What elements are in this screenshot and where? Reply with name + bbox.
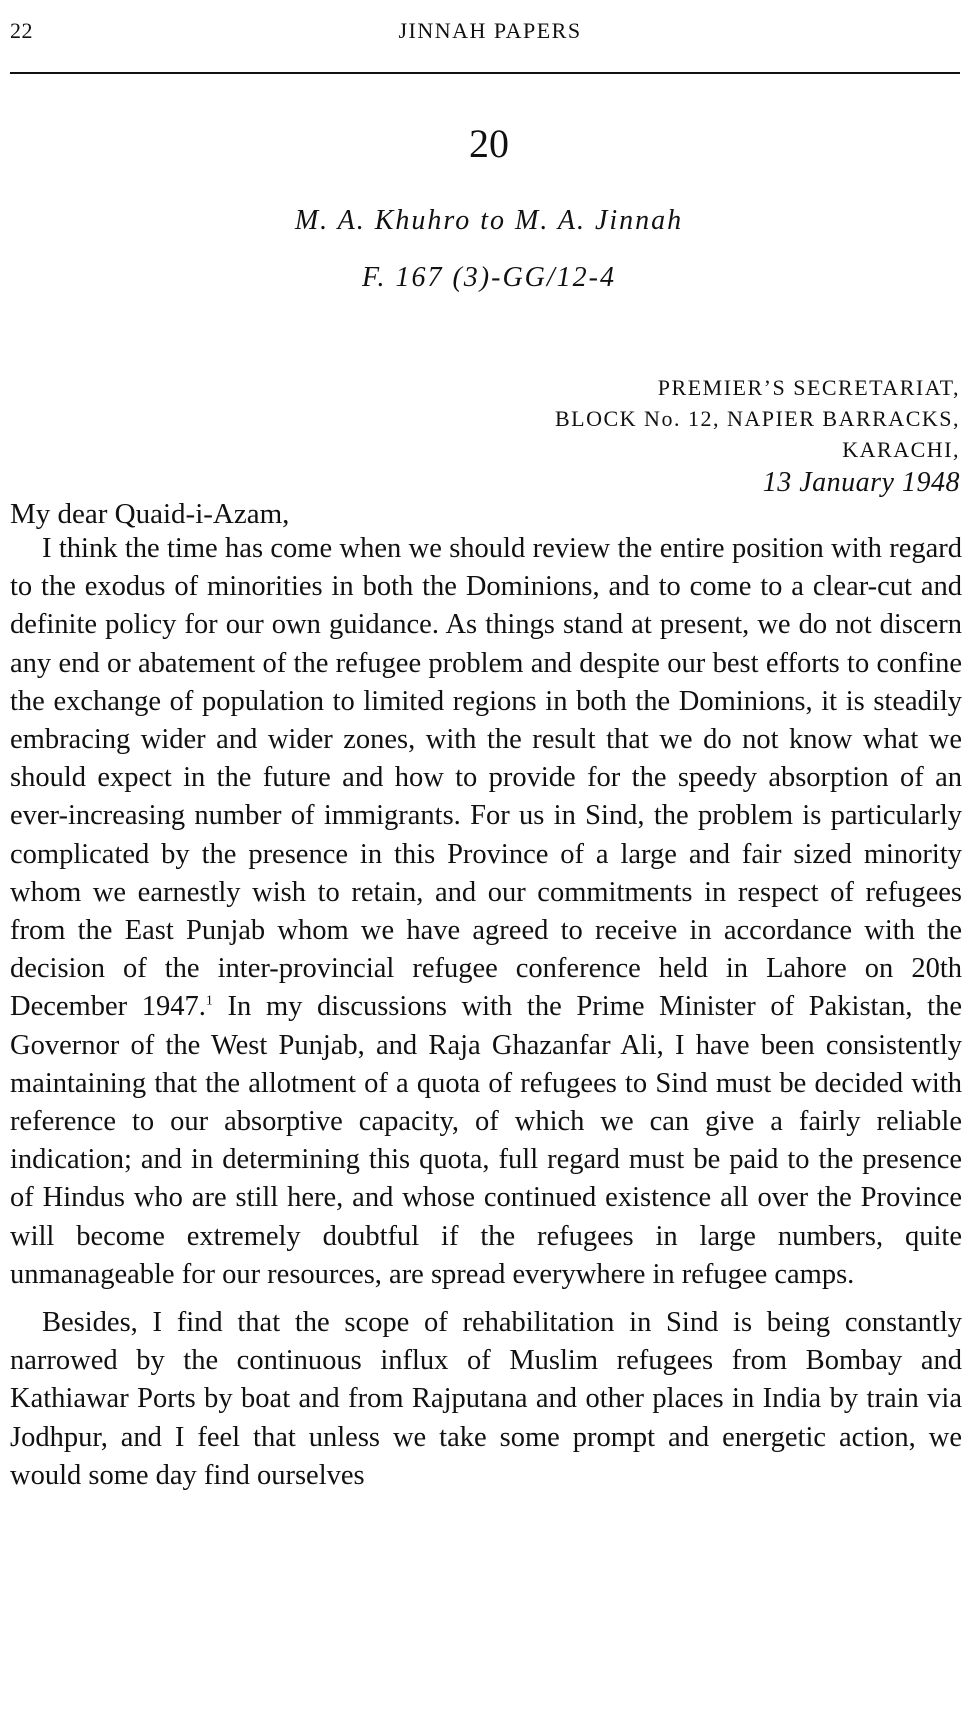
page-number: 22 (10, 18, 33, 43)
address-line: PREMIER’S SECRETARIAT, (657, 375, 960, 400)
document-title: M. A. Khuhro to M. A. Jinnah (294, 205, 684, 236)
document-number: 20 (469, 121, 509, 166)
letter-body (10, 530, 962, 1505)
paragraph: Besides, I find that the scope of rehabilitation in Sind is being constantly narrowed by the continuous influx of Muslim refugees from Bombay and Kathiawar Ports by boat and from Rajputana and other places in India by train via Jodhpur, and I feel that unless we take some prompt and energetic action, we would some day find ourselves (10, 1307, 962, 1491)
paragraph-text: I think the time has come when we should review the entire position with regard to the exodus of minorities in both the Dominions, and to come to a clear-cut and definite policy for our own guidance. As things stand at present, we do not discern any end or abatement of the refugee problem and despite our best efforts to confine the exchange of population to limited regions in both the Dominions, it is steadily embracing wider and wider zones, with the result that we do not know what we should expect in the future and how to provide for the speedy absorption of an ever-increasing number of immigrants. For us in Sind, the problem is particularly complicated by the presence in this Province of a large and fair sized minority whom we earnestly wish to retain, and our commitments in respect of refugees from the East Punjab whom we have agreed to receive in accordance with the decision of the inter-provincial refugee conference held in Lahore on 20th December 1947. (10, 533, 962, 1023)
footnote-marker: 1 (205, 993, 213, 1009)
paragraph (10, 530, 962, 1294)
address-line: KARACHI, (842, 437, 960, 462)
file-reference: F. 167 (3)-GG/12-4 (361, 262, 616, 293)
page-header (10, 18, 960, 48)
letter-date: 13 January 1948 (762, 467, 960, 498)
paragraph-text: In my discussions with the Prime Minister of Pakistan, the Governor of the West Punjab, and Raja Ghazanfar Ali, I have been consistently maintaining that the allotment of a quota of refugees to Sind must be decided with reference to our absorptive capacity, of which we can give a fairly reliable indication; and in determining this quota, full regard must be paid to the presence of Hindus who are still here, and whose continued existence all over the Province will become extremely doubtful if the refugees in large numbers, quite unmanageable for our resources, are spread everywhere in refugee camps. (10, 991, 962, 1290)
running-head: JINNAH PAPERS (398, 18, 582, 43)
sender-address (555, 372, 960, 500)
salutation: My dear Quaid-i-Azam, (10, 498, 290, 530)
header-rule (10, 72, 960, 74)
address-line: BLOCK No. 12, NAPIER BARRACKS, (555, 406, 960, 431)
